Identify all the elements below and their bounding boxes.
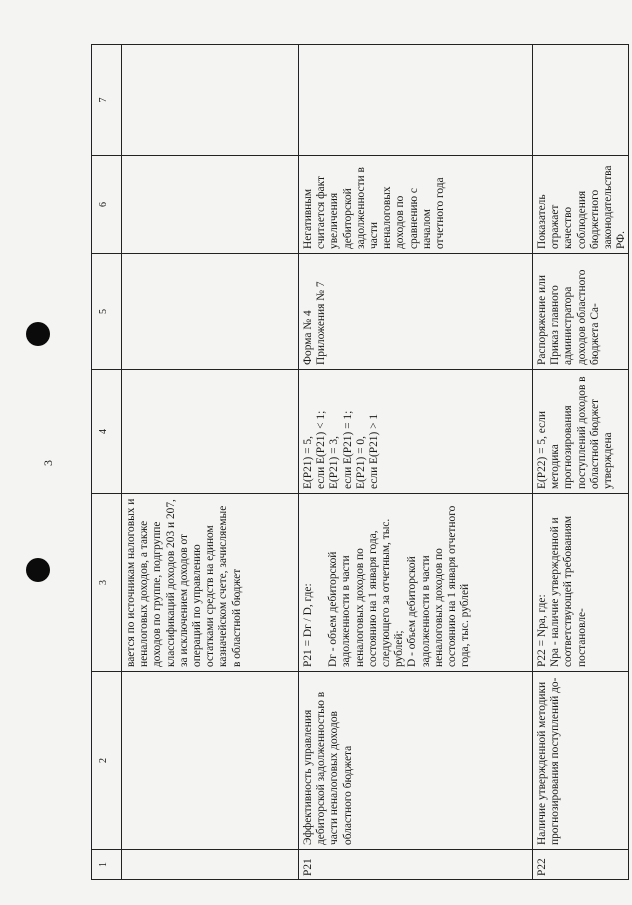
indicator-name: Наличие утвержденной методики прогнозирования поступлений до- (533, 672, 629, 850)
indicator-code: P21 (299, 850, 533, 880)
indicators-table (91, 44, 629, 880)
column-number: 5 (92, 254, 122, 370)
indicator-comment: Негативным считается факт увеличения дебиторской задолженности в части неналоговых доходов по сравнению с началом отчетного года (299, 156, 533, 254)
indicator-comment: Показатель отражает качество соблюдения бюджетного законодательства РФ. (533, 156, 629, 254)
indicator-source: Форма № 4 Приложения № 7 (299, 254, 533, 370)
column-number: 1 (92, 850, 122, 880)
indicator-name (122, 672, 299, 850)
formula-definition: P21 = Dг / D, где: (302, 583, 314, 667)
indicator-source (122, 254, 299, 370)
table-row (299, 45, 533, 880)
formula-variables: Dг - объем дебиторской задолженности в части неналоговых доходов по состоянию на 1 января года, следующего за отчетным, тыс. рублей; D - объем дебиторской задолженности в части неналоговых доходов по состоянию на 1 января отчетного года, тыс. рублей (327, 505, 472, 667)
indicator-formula: P22 = Npa, где: Npa - наличие утвержденной и соответствующей требованиям постановле- (533, 494, 629, 672)
column-number: 2 (92, 672, 122, 850)
indicator-criteria: E(P22) = 5, если методика прогнозирования поступлений доходов в областной бюджет утверждена (533, 370, 629, 494)
indicator-col7 (299, 45, 533, 156)
indicator-comment (122, 156, 299, 254)
indicator-code: P22 (533, 850, 629, 880)
indicator-col7 (533, 45, 629, 156)
indicator-criteria (122, 370, 299, 494)
indicator-formula (299, 494, 533, 672)
table-row (122, 45, 299, 880)
indicator-formula: вается по источникам налоговых и неналоговых доходов, а также доходов по группе, подгруппе классификаций доходов 203 и 207, за исключением доходов от операций по управлению остатками средств на едином казначейском счете, зачисляемые в областной бюджет (122, 494, 299, 672)
punch-hole (26, 558, 50, 582)
column-number: 7 (92, 45, 122, 156)
column-number-row (92, 45, 122, 880)
punch-hole (26, 322, 50, 346)
column-number: 6 (92, 156, 122, 254)
indicator-source: Распоряжение или Приказ главного администратора доходов областного бюджета Са- (533, 254, 629, 370)
indicator-col7 (122, 45, 299, 156)
rotated-table-container (91, 45, 628, 880)
indicator-criteria: E(P21) = 5, если E(P21) < 1; E(P21) = 3, если E(P21) = 1; E(P21) = 0, если E(P21) > 1 (299, 370, 533, 494)
column-number: 3 (92, 494, 122, 672)
table-row (533, 45, 629, 880)
indicator-code (122, 850, 299, 880)
indicator-name: Эффективность управления дебиторской задолженностью в части неналоговых доходов областного бюджета (299, 672, 533, 850)
page-number: 3 (41, 460, 55, 466)
column-number: 4 (92, 370, 122, 494)
